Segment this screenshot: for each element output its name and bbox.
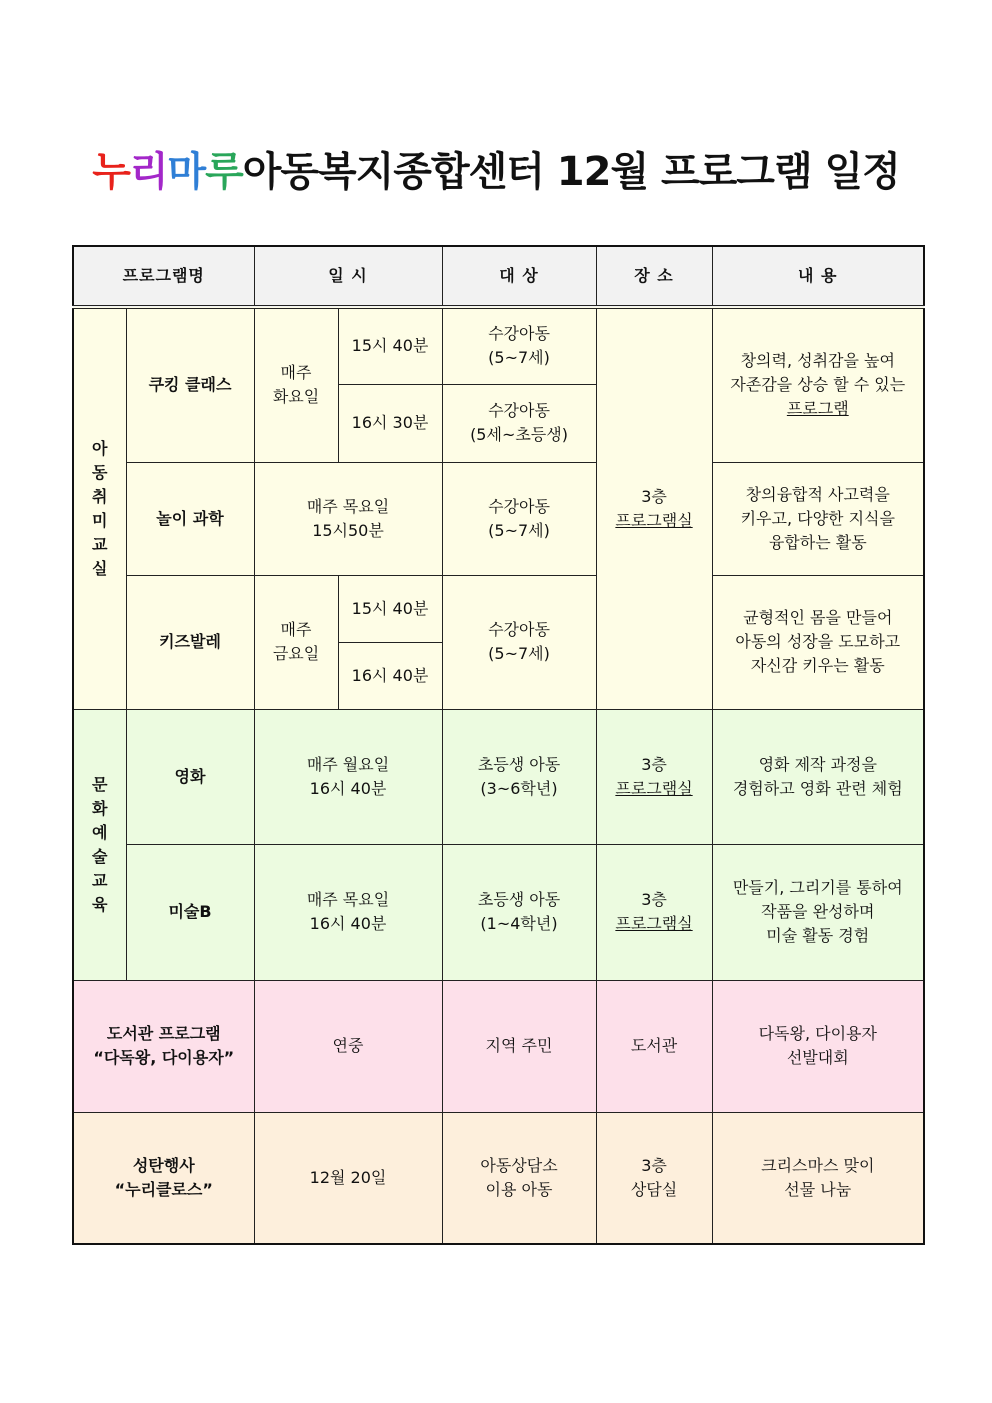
christmas-schedule: 12월 20일 <box>254 1112 442 1244</box>
group-label-hobby: 아 동 취 미 교 실 <box>73 307 126 709</box>
table-row <box>73 575 924 642</box>
page-title <box>0 140 992 197</box>
header-schedule: 일 시 <box>254 246 442 307</box>
cooking-time-1: 15시 40분 <box>338 307 442 384</box>
table-row <box>73 709 924 844</box>
header-place: 장 소 <box>596 246 712 307</box>
program-name-christmas: 성탄행사 “누리클로스” <box>73 1112 254 1244</box>
art-target: 초등생 아동 (1~4학년) <box>442 844 596 980</box>
film-target: 초등생 아동 (3~6학년) <box>442 709 596 844</box>
program-name-cooking: 쿠킹 클래스 <box>126 307 254 462</box>
ballet-time-2: 16시 40분 <box>338 642 442 709</box>
program-name-science: 놀이 과학 <box>126 462 254 575</box>
header-program: 프로그램명 <box>73 246 254 307</box>
ballet-day: 매주 금요일 <box>254 575 338 709</box>
christmas-target: 아동상담소 이용 아동 <box>442 1112 596 1244</box>
science-target: 수강아동 (5~7세) <box>442 462 596 575</box>
ballet-content: 균형적인 몸을 만들어 아동의 성장을 도모하고 자신감 키우는 활동 <box>712 575 924 709</box>
brand-char-1: 누 <box>92 149 130 195</box>
header-content: 내 용 <box>712 246 924 307</box>
group-label-culture: 문 화 예 술 교 육 <box>73 709 126 980</box>
cooking-day: 매주 화요일 <box>254 307 338 462</box>
table-row <box>73 307 924 384</box>
header-target: 대 상 <box>442 246 596 307</box>
table-row <box>73 844 924 980</box>
film-schedule: 매주 월요일 16시 40분 <box>254 709 442 844</box>
table-header-row <box>73 246 924 307</box>
hobby-place: 3층 프로그램실 <box>596 307 712 709</box>
science-schedule: 매주 목요일 15시50분 <box>254 462 442 575</box>
ballet-target: 수강아동 (5~7세) <box>442 575 596 709</box>
program-name-art: 미술B <box>126 844 254 980</box>
brand-char-2: 리 <box>129 149 168 195</box>
brand-char-4: 루 <box>205 149 243 195</box>
program-name-film: 영화 <box>126 709 254 844</box>
schedule-table <box>72 245 925 1245</box>
christmas-place: 3층 상담실 <box>596 1112 712 1244</box>
film-place: 3층 프로그램실 <box>596 709 712 844</box>
table-row <box>73 1112 924 1244</box>
cooking-time-2: 16시 30분 <box>338 384 442 462</box>
brand-char-3: 마 <box>167 149 206 195</box>
cooking-content: 창의력, 성취감을 높여 자존감을 상승 할 수 있는 프로그램 <box>712 307 924 462</box>
program-name-ballet: 키즈발레 <box>126 575 254 709</box>
library-schedule: 연중 <box>254 980 442 1112</box>
art-content: 만들기, 그리기를 통하여 작품을 완성하며 미술 활동 경험 <box>712 844 924 980</box>
art-schedule: 매주 목요일 16시 40분 <box>254 844 442 980</box>
library-place: 도서관 <box>596 980 712 1112</box>
library-target: 지역 주민 <box>442 980 596 1112</box>
christmas-content: 크리스마스 맞이 선물 나눔 <box>712 1112 924 1244</box>
cooking-target-2: 수강아동 (5세~초등생) <box>442 384 596 462</box>
library-content: 다독왕, 다이용자 선발대회 <box>712 980 924 1112</box>
table-row <box>73 462 924 575</box>
ballet-time-1: 15시 40분 <box>338 575 442 642</box>
film-content: 영화 제작 과정을 경험하고 영화 관련 체험 <box>712 709 924 844</box>
table-row <box>73 980 924 1112</box>
cooking-target-1: 수강아동 (5~7세) <box>442 307 596 384</box>
title-text: 아동복지종합센터 12월 프로그램 일정 <box>242 149 900 195</box>
art-place: 3층 프로그램실 <box>596 844 712 980</box>
program-name-library: 도서관 프로그램 “다독왕, 다이용자” <box>73 980 254 1112</box>
science-content: 창의융합적 사고력을 키우고, 다양한 지식을 융합하는 활동 <box>712 462 924 575</box>
